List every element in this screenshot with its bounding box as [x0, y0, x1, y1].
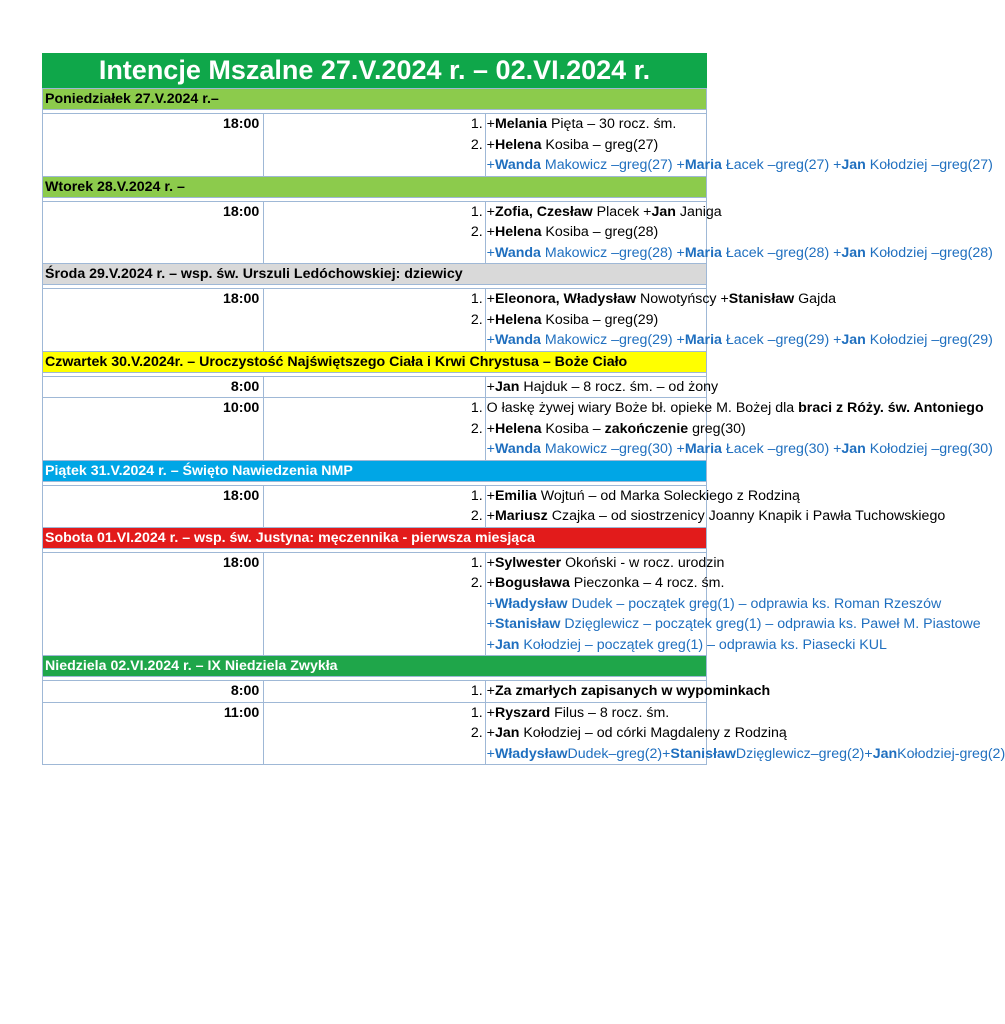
- mass-row: [43, 552, 707, 656]
- text-fragment: Wanda: [494, 332, 541, 348]
- mass-time: 18:00: [43, 485, 264, 527]
- intention-line: [486, 289, 837, 310]
- text-fragment: greg(30): [688, 420, 746, 437]
- line-numbers: [264, 681, 485, 703]
- text-fragment: Kosiba –: [541, 420, 605, 437]
- text-fragment: Jan: [841, 332, 866, 348]
- day-header-row: [43, 89, 707, 110]
- intention-line: [486, 723, 787, 744]
- text-fragment: +: [486, 116, 495, 132]
- text-fragment: Gajda: [794, 291, 837, 307]
- line-number: [266, 155, 482, 176]
- text-fragment: Bogusława: [494, 575, 570, 591]
- text-fragment: Sylwester: [494, 554, 562, 571]
- mass-time: 8:00: [43, 376, 264, 398]
- text-fragment: +: [486, 508, 495, 524]
- text-fragment: +: [486, 291, 495, 307]
- text-fragment: Maria: [684, 441, 722, 457]
- day-header-row: [43, 351, 707, 372]
- text-fragment: Makowicz –greg(29) +: [540, 332, 685, 348]
- text-fragment: Łacek –greg(29) +: [721, 332, 842, 348]
- line-numbers: [264, 114, 485, 177]
- intention-line: [486, 744, 1005, 765]
- text-fragment: Stanisław: [494, 616, 561, 632]
- mass-row: [43, 681, 707, 703]
- intention-line: [487, 703, 704, 724]
- text-fragment: Janiga: [675, 203, 722, 220]
- text-fragment: Stanisław: [670, 745, 736, 762]
- text-fragment: Melania: [494, 116, 547, 132]
- mass-time: 18:00: [43, 552, 264, 656]
- text-fragment: Helena: [494, 420, 542, 437]
- line-numbers: [264, 201, 485, 264]
- text-fragment: Wanda: [494, 441, 541, 457]
- line-numbers: [264, 552, 485, 656]
- line-numbers: [264, 398, 485, 461]
- intention-texts: [485, 376, 719, 398]
- text-fragment: Wojtuń – od Marka Soleckiego z Rodziną: [536, 487, 800, 504]
- text-fragment: Jan: [841, 244, 866, 261]
- line-number: 1.: [470, 554, 483, 571]
- text-fragment: Okoński - w rocz. urodzin: [561, 554, 725, 571]
- mass-time: 11:00: [43, 702, 264, 765]
- text-fragment: Łacek –greg(27) +: [721, 157, 842, 173]
- mass-row: [43, 485, 707, 527]
- text-fragment: +: [486, 224, 495, 240]
- day-header-row: [43, 527, 707, 548]
- text-fragment: Łacek –greg(30) +: [721, 441, 842, 457]
- intention-line: [486, 635, 887, 656]
- intentions-table: [42, 88, 1005, 765]
- intention-texts: [485, 398, 993, 461]
- text-fragment: Pięta – 30 rocz. śm.: [547, 116, 677, 132]
- text-fragment: +: [486, 725, 495, 741]
- text-fragment: Pieczonka – 4 rocz. śm.: [569, 575, 725, 591]
- line-number: 2.: [470, 420, 483, 437]
- text-fragment: Eleonora, Władysław: [494, 291, 637, 307]
- text-fragment: Maria: [684, 157, 722, 173]
- text-fragment: +: [486, 441, 495, 457]
- text-fragment: Władysław: [494, 595, 568, 612]
- text-fragment: Wanda: [494, 157, 541, 173]
- text-fragment: +: [486, 157, 495, 173]
- day-header: Środa 29.V.2024 r. – wsp. św. Urszuli Ledóchowskiej: dziewicy: [43, 264, 707, 285]
- text-fragment: Jan: [494, 636, 520, 653]
- line-numbers: [264, 289, 485, 352]
- intention-line: [486, 243, 993, 264]
- text-fragment: Placek +: [592, 203, 652, 220]
- text-fragment: Dzięglewicz – początek greg(1) – odprawia ks. Paweł M. Piastowe: [560, 616, 981, 632]
- line-number: [266, 635, 482, 656]
- text-fragment: +: [486, 595, 495, 612]
- line-number: 2.: [470, 311, 483, 328]
- intention-texts: [485, 289, 993, 352]
- text-fragment: Helena: [494, 136, 542, 153]
- text-fragment: +: [486, 554, 495, 571]
- day-header-row: [43, 656, 707, 677]
- text-fragment: +: [486, 704, 495, 721]
- text-fragment: Kołodziej-greg(2): [897, 745, 1005, 762]
- mass-time: 8:00: [43, 681, 264, 703]
- text-fragment: Kołodziej –greg(27): [865, 157, 993, 173]
- text-fragment: Kołodziej –greg(30): [865, 441, 993, 457]
- text-fragment: +: [486, 378, 495, 395]
- text-fragment: +: [486, 311, 495, 328]
- text-fragment: Wanda: [494, 244, 541, 261]
- day-header: Czwartek 30.V.2024r. – Uroczystość Najświętszego Ciała i Krwi Chrystusa – Boże Ciało: [43, 351, 707, 372]
- intention-texts: [485, 485, 946, 527]
- intention-line: [486, 506, 946, 527]
- line-number: 1.: [470, 400, 483, 416]
- text-fragment: Kosiba – greg(28): [541, 224, 659, 240]
- intention-line: [487, 222, 704, 243]
- line-numbers: [264, 376, 485, 398]
- text-fragment: Makowicz –greg(28) +: [540, 244, 685, 261]
- text-fragment: +: [486, 203, 495, 220]
- intention-line: [486, 553, 725, 574]
- line-number: [266, 377, 482, 398]
- intention-texts: [485, 552, 981, 656]
- intention-line: [486, 419, 746, 440]
- day-header: Niedziela 02.VI.2024 r. – IX Niedziela Zwykła: [43, 656, 707, 677]
- text-fragment: Kosiba – greg(29): [541, 311, 659, 328]
- mass-row: [43, 201, 707, 264]
- mass-row: [43, 114, 707, 177]
- line-number: [266, 243, 482, 264]
- text-fragment: braci z Róży. św. Antoniego: [798, 400, 984, 416]
- intention-line: [486, 614, 981, 635]
- text-fragment: +: [486, 575, 495, 591]
- intention-texts: [485, 681, 771, 703]
- line-number: 1.: [470, 291, 483, 307]
- mass-row: [43, 398, 707, 461]
- intention-line: [486, 377, 719, 398]
- text-fragment: Makowicz –greg(30) +: [540, 441, 685, 457]
- intention-line: [486, 486, 800, 507]
- line-number: 1.: [470, 487, 483, 504]
- text-fragment: Kołodziej –greg(28): [865, 244, 993, 261]
- mass-row: [43, 376, 707, 398]
- line-number: 2.: [470, 508, 483, 524]
- text-fragment: Maria: [684, 332, 722, 348]
- text-fragment: Dudek–greg(2)+: [567, 745, 671, 762]
- text-fragment: +: [486, 636, 495, 653]
- line-number: [266, 744, 482, 765]
- line-number: 1.: [470, 116, 483, 132]
- intention-line: [486, 594, 942, 615]
- line-number: 1.: [470, 704, 483, 721]
- text-fragment: Maria: [684, 244, 722, 261]
- intention-line: [486, 573, 725, 594]
- intention-line: [487, 135, 704, 156]
- text-fragment: Emilia: [494, 487, 537, 504]
- text-fragment: Zofia, Czesław: [494, 203, 593, 220]
- text-fragment: +: [486, 745, 495, 762]
- day-header: Poniedziałek 27.V.2024 r.–: [43, 89, 707, 110]
- intention-texts: [485, 114, 993, 177]
- mass-time: 18:00: [43, 289, 264, 352]
- line-number: 2.: [470, 725, 483, 741]
- line-number: 1.: [470, 683, 483, 699]
- intention-line: [486, 155, 993, 176]
- intention-line: [486, 439, 993, 460]
- day-header: Wtorek 28.V.2024 r. –: [43, 176, 707, 197]
- line-number: 1.: [470, 203, 483, 220]
- intention-line: [486, 681, 771, 702]
- day-header: Sobota 01.VI.2024 r. – wsp. św. Justyna: męczennika - pierwsza miesjąca: [43, 527, 707, 548]
- text-fragment: Ryszard: [494, 704, 551, 721]
- text-fragment: +: [486, 420, 495, 437]
- line-number: [266, 594, 482, 615]
- intention-texts: [485, 201, 993, 264]
- text-fragment: Kosiba – greg(27): [541, 136, 659, 153]
- mass-time: 10:00: [43, 398, 264, 461]
- mass-time: 18:00: [43, 201, 264, 264]
- text-fragment: O łaskę żywej wiary Boże bł. opieke M. Bożej dla: [486, 400, 799, 416]
- line-number: [266, 330, 482, 351]
- text-fragment: +: [486, 244, 495, 261]
- line-number: 2.: [470, 575, 483, 591]
- text-fragment: Łacek –greg(28) +: [721, 244, 842, 261]
- text-fragment: +: [486, 332, 495, 348]
- text-fragment: Jan: [841, 441, 866, 457]
- intention-line: [486, 330, 993, 351]
- text-fragment: Filus – 8 rocz. śm.: [550, 704, 670, 721]
- line-numbers: [264, 485, 485, 527]
- day-header: Piątek 31.V.2024 r. – Święto Nawiedzenia NMP: [43, 460, 707, 481]
- text-fragment: +: [486, 683, 495, 699]
- intention-line: [487, 310, 704, 331]
- intention-line: [486, 398, 984, 419]
- text-fragment: Makowicz –greg(27) +: [540, 157, 685, 173]
- mass-time: 18:00: [43, 114, 264, 177]
- text-fragment: Kołodziej – od córki Magdaleny z Rodziną: [519, 725, 787, 741]
- text-fragment: +: [486, 136, 495, 153]
- day-header-row: [43, 460, 707, 481]
- day-header-row: [43, 264, 707, 285]
- text-fragment: zakończenie: [604, 420, 689, 437]
- intention-line: [486, 202, 722, 223]
- text-fragment: Helena: [494, 311, 542, 328]
- text-fragment: Władysław: [494, 745, 568, 762]
- intention-line: [487, 114, 704, 135]
- text-fragment: Dzięglewicz–greg(2)+: [735, 745, 873, 762]
- text-fragment: Jan: [494, 725, 520, 741]
- text-fragment: Jan: [872, 745, 898, 762]
- mass-row: [43, 289, 707, 352]
- text-fragment: Za zmarłych zapisanych w wypominkach: [494, 683, 771, 699]
- text-fragment: Jan: [841, 157, 866, 173]
- text-fragment: Jan: [651, 203, 676, 220]
- line-number: 2.: [470, 136, 483, 153]
- text-fragment: Czajka – od siostrzenicy Joanny Knapik i Pawła Tuchowskiego: [547, 508, 946, 524]
- intentions-sheet: [42, 53, 1005, 765]
- text-fragment: Mariusz: [494, 508, 548, 524]
- day-header-row: [43, 176, 707, 197]
- text-fragment: +: [486, 487, 495, 504]
- line-number: [266, 439, 482, 460]
- text-fragment: Stanisław: [728, 291, 795, 307]
- line-numbers: [264, 702, 485, 765]
- mass-row: [43, 702, 707, 765]
- text-fragment: Jan: [494, 378, 520, 395]
- text-fragment: Kołodziej – początek greg(1) – odprawia ks. Piasecki KUL: [519, 636, 887, 653]
- line-number: [266, 614, 482, 635]
- text-fragment: Hajduk – 8 rocz. śm. – od żony: [519, 378, 719, 395]
- text-fragment: Nowotyńscy +: [636, 291, 729, 307]
- text-fragment: Helena: [494, 224, 542, 240]
- text-fragment: Kołodziej –greg(29): [865, 332, 993, 348]
- text-fragment: Dudek – początek greg(1) – odprawia ks. Roman Rzeszów: [567, 595, 942, 612]
- intention-texts: [485, 702, 1005, 765]
- text-fragment: +: [486, 616, 495, 632]
- line-number: 2.: [470, 224, 483, 240]
- page-title: Intencje Mszalne 27.V.2024 r. – 02.VI.2024 r.: [42, 53, 707, 88]
